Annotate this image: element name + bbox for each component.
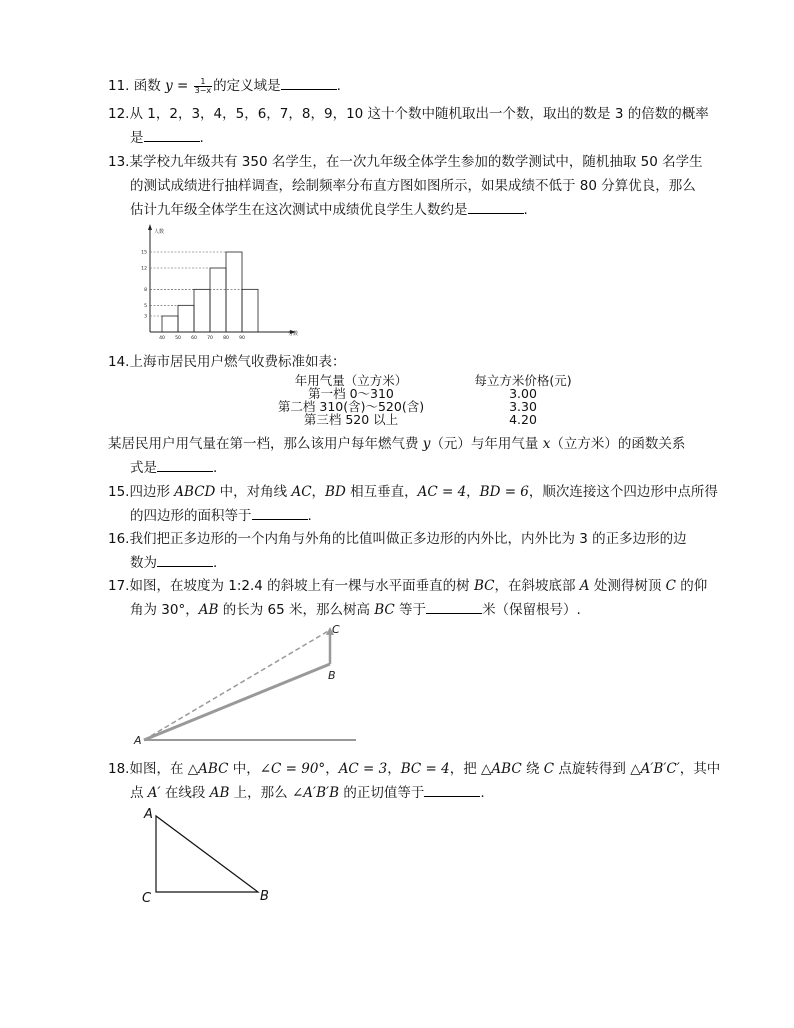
math-expression: BC [374,602,395,618]
question-text: 是 [130,130,144,146]
question-text: 米（保留根号）. [482,602,581,618]
question-text: （立方米）的函数关系 [550,436,686,452]
slope-line-ab [144,664,330,740]
question-text: 角为 30°， [130,602,199,618]
point-label-a: A [144,807,153,822]
question-text: 上海市居民用户燃气收费标准如表： [129,354,346,370]
math-expression: BC = 4 [400,761,450,777]
question-15 [108,480,718,528]
answer-blank[interactable] [424,781,480,797]
question-text: 某居民用户用气量在第一档，那么该用户每年燃气费 [108,436,423,452]
y-axis-arrow [148,224,152,230]
answer-blank[interactable] [468,198,524,214]
question-text: 如图，在 △ [129,761,199,777]
math-expression: AB [209,785,230,801]
question-text: 处测得树顶 [589,578,666,594]
histogram-labels [141,228,298,341]
math-expression: C [543,761,555,777]
question-text: 在线段 [160,785,210,801]
question-number: 15. [108,484,130,500]
question-number: 11. [108,78,130,94]
question-text: 从 1，2，3，4，5，6，7，8，9，10 这十个数中随机取出一个数，取出的数是 3 的倍数的概率 [129,106,709,122]
question-number: 12. [108,106,130,122]
table-cell: 3.30 [509,399,537,414]
histogram-bar [242,289,258,332]
question-number: 17. [108,578,130,594]
punctuation: . [336,78,341,94]
triangle-abc [156,816,258,892]
math-expression: AB [198,602,219,618]
x-tick-label: 60 [191,336,197,341]
question-text: ， [466,484,480,500]
question-16 [108,527,708,575]
answer-blank[interactable] [281,74,337,90]
x-tick-label: 90 [239,336,245,341]
y-tick-label: 5 [144,303,147,309]
histogram-bar [178,305,194,332]
histogram-bar [210,268,226,332]
math-expression: A′ [147,785,161,801]
fraction-numerator: 1 [194,78,213,87]
right-triangle-figure [138,802,278,906]
table-cell: 4.20 [509,412,537,427]
histogram-bars [162,252,258,332]
histogram-axes [148,224,296,334]
table-cell: 第一档 0～310 [308,386,394,401]
point-label-a: A [134,734,142,747]
table-header-cell: 每立方米价格(元) [474,373,572,388]
punctuation: . [213,555,218,571]
y-tick-label: 8 [144,287,147,293]
question-text: 的长为 65 米，那么树高 [218,602,375,618]
question-text: 等于 [394,602,427,618]
question-text: 的仰 [675,578,708,594]
question-text: ，把 △ [449,761,492,777]
point-label-b: B [260,889,269,904]
math-expression: ∠C = 90° [259,761,326,777]
histogram-bar [194,289,210,332]
table-cell: 第三档 520 以上 [303,412,399,427]
table-row [260,413,604,426]
question-14-continued [108,432,708,480]
table-cell: 3.00 [509,386,537,401]
question-text: 式是 [130,460,157,476]
question-18 [108,757,721,805]
punctuation: . [213,460,218,476]
sight-line-ac [144,630,330,740]
punctuation: . [199,130,204,146]
math-expression: C [665,578,676,594]
question-text: 上，那么 [229,785,292,801]
frequency-histogram [138,222,308,344]
math-variable: y [422,436,431,452]
point-label-c: C [332,623,340,636]
question-text: 中，对角线 [215,484,292,500]
question-text: ，顺次连接这个四边形中点所得 [528,484,718,500]
punctuation: . [523,202,528,218]
y-tick-label: 3 [144,314,147,320]
question-number: 18. [108,761,130,777]
punctuation: . [480,785,485,801]
question-text: 相互垂直， [345,484,418,500]
histogram-guide-lines [150,252,242,316]
math-expression: AC = 4 [417,484,467,500]
question-text: 函数 [133,78,161,94]
question-text: 中， [228,761,260,777]
point-label-b: B [328,669,336,682]
gas-price-table [260,374,604,426]
y-tick-label: 12 [141,266,147,272]
question-number: 14. [108,354,130,370]
question-text: 点旋转得到 △ [554,761,641,777]
question-text: 某学校九年级共有 350 名学生，在一次九年级全体学生参加的数学测试中，随机抽取 50 名学生 [129,154,703,170]
question-text: 如图，在坡度为 1:2.4 的斜坡上有一棵与水平面垂直的树 [129,578,474,594]
x-tick-label: 50 [175,336,181,341]
question-text: 四边形 [129,484,175,500]
table-cell: 第二档 310(含)～520(含) [277,399,425,414]
question-text: ， [311,484,326,500]
question-text: 我们把正多边形的一个内角与外角的比值叫做正多边形的内外比，内外比为 3 的正多边形的边 [129,531,687,547]
math-expression: AC [291,484,312,500]
math-expression: ABC [491,761,522,777]
answer-blank[interactable] [426,598,482,614]
question-text: 的四边形的面积等于 [130,508,252,524]
question-text: ， [387,761,401,777]
math-expression: BD [325,484,346,500]
math-expression: ABCD [174,484,216,500]
x-axis-label: 分数 [288,331,299,337]
math-expression: AC = 3 [338,761,388,777]
answer-blank[interactable] [144,126,200,142]
question-number: 13. [108,154,130,170]
histogram-bar [162,316,178,332]
answer-blank[interactable] [157,551,213,567]
question-text: ，其中 [679,761,721,777]
question-number: 16. [108,531,130,547]
slope-tree-figure [130,618,370,748]
x-tick-label: 40 [159,336,165,341]
table-header-cell: 年用气量（立方米） [294,373,408,388]
y-tick-label: 15 [141,250,147,256]
fraction-denominator: 3−x [194,85,212,95]
question-text: 数为 [130,555,157,571]
question-text: 估计九年级全体学生在这次测试中成绩优良学生人数约是 [130,202,468,218]
math-expression: A′B′C′ [640,761,680,777]
question-text: 的定义域是 [213,78,281,94]
math-expression: ∠A′B′B [291,785,340,801]
question-text: （元）与年用气量 [430,436,543,452]
question-11 [108,74,708,98]
question-text: 点 [130,785,148,801]
answer-blank[interactable] [252,504,308,520]
question-13 [108,150,708,222]
question-14 [108,350,708,374]
histogram-bar [226,252,242,332]
math-expression: BD = 6 [479,484,529,500]
question-text: 的正切值等于 [339,785,425,801]
math-variable: x [542,436,551,452]
point-label-c: C [142,891,152,906]
question-text: 绕 [521,761,544,777]
question-17 [108,574,708,622]
math-expression: y = [165,78,189,94]
x-tick-label: 70 [207,336,213,341]
math-expression: BC [473,578,495,594]
y-axis-label: 人数 [154,229,165,235]
question-12 [108,102,708,150]
question-text: ， [325,761,339,777]
fraction [194,78,213,95]
math-expression: ABC [198,761,229,777]
math-expression: A [579,578,590,594]
answer-blank[interactable] [157,456,213,472]
punctuation: . [307,508,312,524]
question-text: ，在斜坡底部 [494,578,580,594]
x-tick-label: 80 [223,336,229,341]
question-text: 的测试成绩进行抽样调查，绘制频率分布直方图如图所示，如果成绩不低于 80 分算优良，那么 [130,178,696,194]
